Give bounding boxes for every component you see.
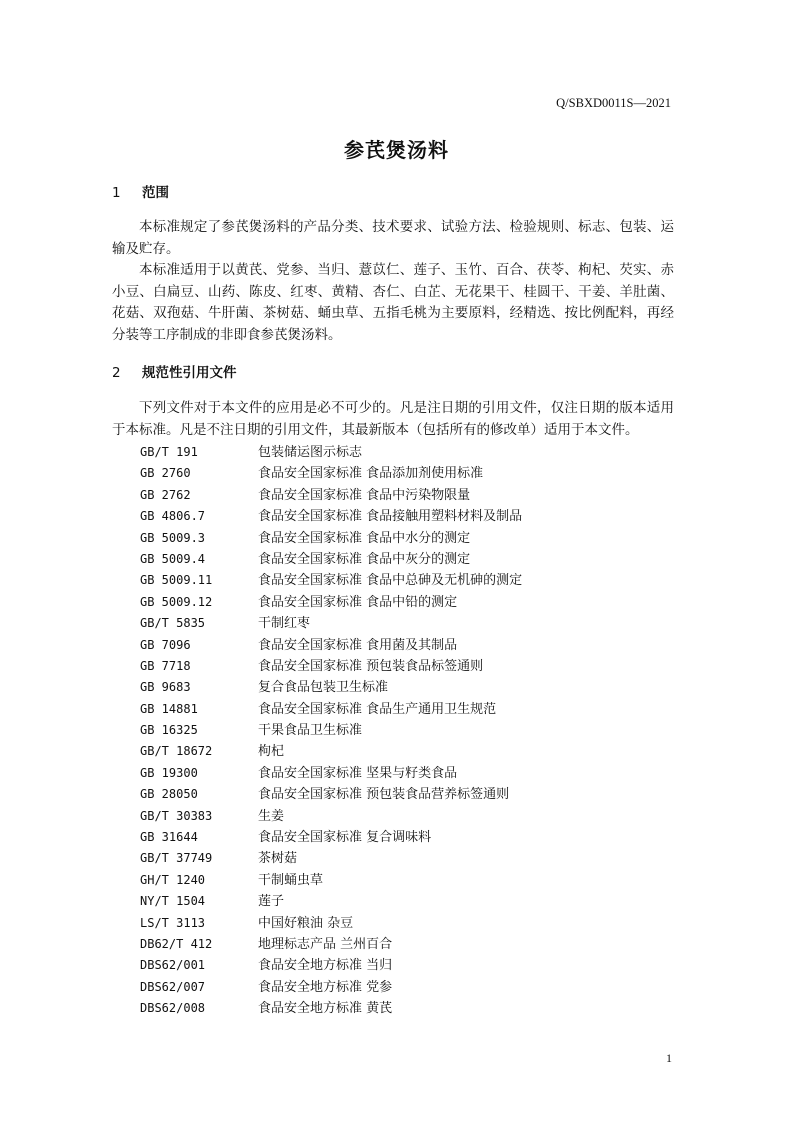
page-number: 1	[666, 1051, 672, 1065]
reference-title: 食品安全国家标准 预包装食品标签通则	[258, 658, 484, 674]
section-heading-normative-references	[112, 361, 237, 381]
reference-title: 食品安全国家标准 食品中铅的测定	[258, 594, 458, 610]
reference-title: 莲子	[258, 894, 285, 910]
reference-item	[140, 462, 522, 483]
reference-item	[140, 676, 522, 697]
reference-item	[140, 762, 522, 783]
reference-title: 干果食品卫生标准	[258, 723, 363, 739]
reference-code: GB 2762	[140, 487, 191, 502]
reference-code: DBS62/001	[140, 958, 206, 973]
reference-item	[140, 441, 522, 462]
reference-code: GB/T 5835	[140, 616, 206, 631]
document-title: 参芪煲汤料	[344, 138, 449, 162]
reference-title: 食品安全地方标准 当归	[258, 958, 393, 974]
reference-code: GB 5009.11	[140, 573, 213, 588]
reference-code: GB 5009.3	[140, 530, 206, 545]
reference-code: DBS62/008	[140, 1001, 206, 1016]
reference-item	[140, 698, 522, 719]
reference-code: DBS62/007	[140, 979, 206, 994]
reference-item	[140, 783, 522, 804]
reference-code: GB 5009.4	[140, 551, 206, 566]
reference-code: GB 31644	[140, 830, 198, 845]
reference-title: 食品安全地方标准 党参	[258, 979, 393, 995]
reference-title: 食品安全国家标准 食品中污染物限量	[258, 487, 471, 503]
reference-code: GB 14881	[140, 701, 198, 716]
section-number: 1	[112, 185, 121, 201]
reference-item	[140, 805, 522, 826]
reference-item	[140, 869, 522, 890]
scope-paragraph-1: 本标准规定了参芪煲汤料的产品分类、技术要求、试验方法、检验规则、标志、包装、运输及贮存。	[112, 219, 674, 257]
section-heading-scope	[112, 181, 169, 201]
standard-code: Q/SBXD0011S—2021	[556, 96, 671, 110]
reference-item	[140, 954, 522, 975]
reference-title: 中国好粮油 杂豆	[258, 915, 354, 931]
reference-title: 包装储运图示标志	[258, 445, 363, 460]
reference-code: GB/T 37749	[140, 851, 213, 866]
reference-item	[140, 634, 522, 655]
reference-item	[140, 484, 522, 505]
reference-item	[140, 548, 522, 569]
reference-code: LS/T 3113	[140, 915, 206, 930]
reference-code: NY/T 1504	[140, 894, 206, 909]
reference-title: 干制红枣	[258, 616, 311, 632]
reference-title: 食品安全国家标准 食品生产通用卫生规范	[258, 701, 497, 717]
reference-title: 食品安全国家标准 食品中灰分的测定	[258, 551, 471, 567]
reference-title: 食品安全地方标准 黄芪	[258, 1001, 393, 1017]
reference-code: GB 9683	[140, 680, 191, 695]
reference-code: GB/T 30383	[140, 808, 213, 823]
reference-code: GB 4806.7	[140, 509, 206, 524]
reference-code: GB 28050	[140, 787, 198, 802]
reference-title: 枸杞	[258, 744, 285, 760]
reference-item	[140, 719, 522, 740]
reference-code: GB 16325	[140, 723, 198, 738]
reference-code: GB/T 191	[140, 445, 198, 459]
reference-title: 复合食品包装卫生标准	[258, 680, 389, 696]
reference-code: GH/T 1240	[140, 872, 206, 887]
reference-item	[140, 591, 522, 612]
reference-title: 食品安全国家标准 食品添加剂使用标准	[258, 466, 484, 482]
reference-item	[140, 527, 522, 548]
reference-item	[140, 612, 522, 633]
reference-code: GB 7718	[140, 658, 191, 673]
reference-code: GB 5009.12	[140, 594, 213, 609]
reference-title: 食品安全国家标准 食品中水分的测定	[258, 530, 471, 546]
reference-title: 食品安全国家标准 坚果与籽类食品	[258, 765, 458, 781]
reference-item	[140, 505, 522, 526]
reference-item	[140, 569, 522, 590]
reference-item	[140, 740, 522, 761]
reference-item	[140, 997, 522, 1018]
section-title: 范围	[142, 185, 169, 201]
reference-item	[140, 847, 522, 868]
reference-code: DB62/T 412	[140, 936, 213, 951]
reference-title: 茶树菇	[258, 851, 298, 867]
reference-title: 地理标志产品 兰州百合	[258, 936, 393, 952]
reference-title: 食品安全国家标准 预包装食品营养标签通则	[258, 787, 510, 803]
reference-title: 食品安全国家标准 食品接触用塑料材料及制品	[258, 509, 523, 525]
reference-title: 食品安全国家标准 食品中总砷及无机砷的测定	[258, 573, 523, 589]
reference-list	[140, 441, 522, 1019]
reference-title: 食品安全国家标准 食用菌及其制品	[258, 637, 458, 653]
reference-title: 食品安全国家标准 复合调味料	[258, 830, 432, 846]
reference-code: GB 19300	[140, 765, 198, 780]
reference-item	[140, 655, 522, 676]
reference-item	[140, 826, 522, 847]
reference-title: 生姜	[258, 808, 285, 824]
reference-item	[140, 976, 522, 997]
reference-code: GB/T 18672	[140, 744, 213, 759]
reference-code: GB 2760	[140, 466, 191, 481]
reference-title: 干制蛹虫草	[258, 872, 324, 888]
section-number: 2	[112, 365, 121, 381]
scope-paragraph-2: 本标准适用于以黄芪、党参、当归、薏苡仁、莲子、玉竹、百合、茯苓、枸杞、芡实、赤小豆、白扁豆、山药、陈皮、红枣、黄精、杏仁、白芷、无花果干、桂圆干、干姜、羊肚菌、花菇、双孢菇、牛肝菌、茶树菇、蛹虫草、五指毛桃为主要原料，经精选、按比例配料，再经分装等工序制成的非即食参芪煲汤料。	[112, 262, 674, 343]
reference-item	[140, 890, 522, 911]
section-title: 规范性引用文件	[142, 365, 237, 381]
references-intro-paragraph: 下列文件对于本文件的应用是必不可少的。凡是注日期的引用文件，仅注日期的版本适用于本标准。凡是不注日期的引用文件，其最新版本（包括所有的修改单）适用于本文件。	[112, 400, 674, 438]
reference-code: GB 7096	[140, 637, 191, 652]
reference-item	[140, 912, 522, 933]
reference-item	[140, 933, 522, 954]
